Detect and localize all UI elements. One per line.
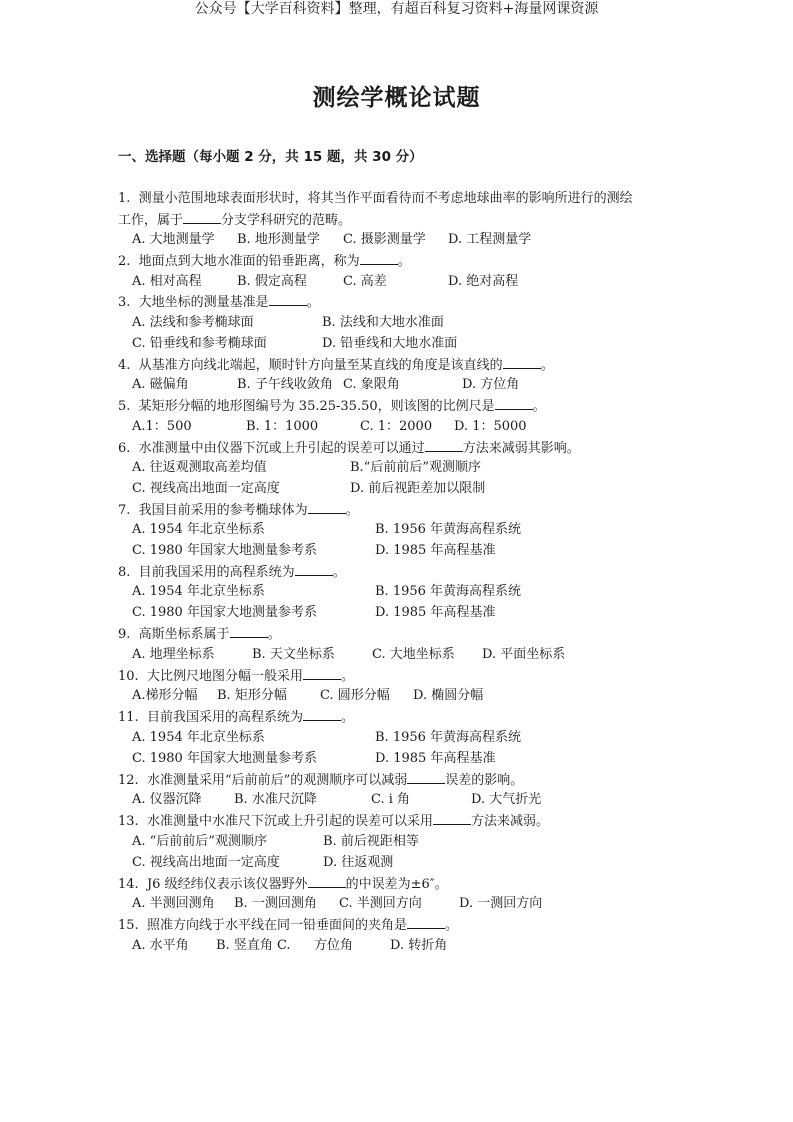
option-a: A. “后前前后”观测顺序 [132, 834, 267, 849]
option-c: C. 大地坐标系 [372, 647, 455, 662]
option-d: D. 1985 年高程基准 [375, 543, 496, 558]
option-c: C. 象限角 [343, 377, 400, 392]
question-6-stem [118, 439, 580, 458]
question-15-stem [118, 916, 458, 935]
question-text: 照准方向线于水平线在同一铅垂面间的夹角是 [146, 918, 407, 933]
question-text: 大地坐标的测量基准是 [138, 295, 269, 310]
answer-blank [503, 356, 541, 369]
question-text: 从基准方向线北端起，顺时针方向量至某直线的角度是该直线的 [138, 358, 503, 373]
answer-blank [433, 812, 471, 825]
question-number: 13. [118, 814, 139, 829]
question-text: 目前我国采用的高程系统为 [146, 710, 303, 725]
question-text: 方法来减弱其影响。 [462, 441, 580, 456]
option-d: D. 方位角 [462, 377, 520, 392]
question-text: 高斯坐标系属于 [138, 627, 230, 642]
question-text: 地面点到大地水准面的铅垂距离，称为 [138, 254, 360, 269]
question-text: 水准测量中水准尺下沉或上升引起的误差可以采用 [146, 814, 433, 829]
question-8-stem [118, 563, 346, 582]
question-11-stem [118, 708, 354, 727]
question-text: 。 [345, 503, 359, 518]
answer-blank [303, 667, 341, 680]
question-text: 水准测量中由仪器下沉或上升引起的误差可以通过 [138, 441, 425, 456]
option-a: A. 1954 年北京坐标系 [132, 522, 265, 537]
option-b: B. 水准尺沉降 [234, 792, 317, 807]
option-b: B. 1956 年黄海高程系统 [375, 522, 522, 537]
question-text: 方法来减弱。 [470, 814, 549, 829]
answer-blank [308, 501, 346, 514]
question-text: 。 [532, 399, 546, 414]
question-9-stem [118, 625, 281, 644]
question-number: 1. [118, 191, 131, 206]
option-b: B. 子午线收敛角 [237, 377, 333, 392]
question-number: 9. [118, 627, 131, 642]
question-text: 误差的影响。 [445, 773, 524, 788]
option-d: D. 转折角 [390, 938, 448, 953]
question-text: 。 [397, 254, 411, 269]
option-b: B. 假定高程 [237, 274, 307, 289]
option-c: C. 视线高出地面一定高度 [132, 481, 280, 496]
answer-blank [230, 625, 268, 638]
question-1-stem [118, 190, 633, 208]
answer-blank [360, 252, 398, 265]
question-1-stem-cont [118, 211, 351, 230]
option-a: A. 法线和参考椭球面 [132, 315, 254, 330]
option-b: B.“后前前后”观测顺序 [350, 460, 481, 475]
option-d: D. 椭圆分幅 [413, 688, 484, 703]
option-c: 方位角 [314, 938, 354, 953]
option-d: D. 1985 年高程基准 [375, 605, 496, 620]
option-b: B. 地形测量学 [237, 232, 320, 247]
answer-blank [183, 211, 221, 224]
question-number: 15. [118, 918, 139, 933]
answer-blank [407, 916, 445, 929]
option-b: B. 矩形分幅 [217, 688, 287, 703]
question-5-stem [118, 397, 546, 416]
option-c: C. 1980 年国家大地测量参考系 [132, 751, 317, 766]
question-text: 我国目前采用的参考椭球体为 [138, 503, 308, 518]
question-text: 。 [306, 295, 320, 310]
option-d: D. 1：5000 [454, 419, 527, 434]
option-a: A. 往返观测取高差均值 [132, 460, 267, 475]
question-number: 5. [118, 399, 131, 414]
answer-blank [495, 397, 533, 410]
option-b: B. 1956 年黄海高程系统 [375, 584, 522, 599]
question-text: 。 [340, 710, 354, 725]
option-c: C. 高差 [343, 274, 387, 289]
question-text: 测量小范围地球表面形状时，将其当作平面看待而不考虑地球曲率的影响所进行的测绘 [138, 191, 633, 206]
option-c: C. i 角 [371, 792, 411, 807]
question-number: 11. [118, 710, 139, 725]
answer-blank [269, 293, 307, 306]
option-d: D. 往返观测 [323, 855, 394, 870]
question-text: 的中误差为±6″。 [345, 877, 448, 892]
question-number: 4. [118, 358, 131, 373]
option-b: B. 一测回测角 [234, 896, 317, 911]
question-4-stem [118, 356, 554, 375]
question-text: 某矩形分幅的地形图编号为 35.25-35.50，则该图的比例尺是 [138, 399, 495, 414]
option-a: A. 半测回测角 [132, 896, 215, 911]
option-c: C. 半测回方向 [339, 896, 422, 911]
option-a: A. 大地测量学 [132, 232, 215, 247]
question-text: 。 [332, 565, 346, 580]
question-10-stem [118, 667, 354, 686]
question-text: J6 级经纬仪表示该仪器野外 [146, 877, 308, 892]
question-text: 目前我国采用的高程系统为 [138, 565, 295, 580]
watermark-header: 公众号【大学百科资料】整理，有超百科复习资料+海量网课资源 [194, 1, 599, 17]
option-d: D. 平面坐标系 [482, 647, 566, 662]
option-c: C. 1980 年国家大地测量参考系 [132, 543, 317, 558]
answer-blank [425, 439, 463, 452]
option-b: B. 竖直角 C. [216, 938, 291, 953]
option-c: C. 1：2000 [360, 419, 433, 434]
option-a: A. 1954 年北京坐标系 [132, 584, 265, 599]
option-a: A. 地理坐标系 [132, 647, 215, 662]
question-13-stem [118, 812, 549, 831]
question-text: 分支学科研究的范畴。 [221, 213, 352, 228]
option-c: C. 圆形分幅 [320, 688, 390, 703]
option-a: A.梯形分幅 [132, 688, 198, 703]
option-c: C. 1980 年国家大地测量参考系 [132, 605, 317, 620]
option-d: D. 绝对高程 [448, 274, 519, 289]
option-d: D. 前后视距差加以限制 [350, 481, 486, 496]
question-text: 工作，属于 [118, 213, 184, 228]
answer-blank [303, 708, 341, 721]
option-d: D. 大气折光 [471, 792, 542, 807]
question-12-stem [118, 771, 523, 790]
question-7-stem [118, 501, 359, 520]
question-text: 。 [540, 358, 554, 373]
option-c: C. 摄影测量学 [343, 232, 426, 247]
page-title: 测绘学概论试题 [312, 85, 481, 111]
option-c: C. 铅垂线和参考椭球面 [132, 336, 267, 351]
answer-blank [295, 563, 333, 576]
question-number: 12. [118, 773, 139, 788]
question-3-stem [118, 293, 320, 312]
option-a: A. 仪器沉降 [132, 792, 202, 807]
option-b: B. 1956 年黄海高程系统 [375, 730, 522, 745]
question-number: 7. [118, 503, 131, 518]
option-b: B. 天文坐标系 [252, 647, 335, 662]
option-a: A. 磁偏角 [132, 377, 189, 392]
question-text: 。 [267, 627, 281, 642]
question-2-stem [118, 252, 411, 271]
option-d: D. 工程测量学 [448, 232, 532, 247]
option-c: C. 视线高出地面一定高度 [132, 855, 280, 870]
answer-blank [407, 771, 445, 784]
question-number: 10. [118, 669, 139, 684]
option-b: B. 前后视距相等 [323, 834, 419, 849]
answer-blank [308, 875, 346, 888]
option-b: B. 法线和大地水准面 [322, 315, 444, 330]
question-14-stem [118, 875, 448, 894]
question-text: 大比例尺地图分幅一般采用 [146, 669, 303, 684]
option-d: D. 1985 年高程基准 [375, 751, 496, 766]
option-a: A. 水平角 [132, 938, 189, 953]
option-a: A.1：500 [132, 419, 192, 434]
option-b: B. 1：1000 [246, 419, 319, 434]
question-number: 8. [118, 565, 131, 580]
option-a: A. 1954 年北京坐标系 [132, 730, 265, 745]
option-d: D. 一测回方向 [459, 896, 543, 911]
option-d: D. 铅垂线和大地水准面 [322, 336, 458, 351]
option-a: A. 相对高程 [132, 274, 202, 289]
question-text: 。 [340, 669, 354, 684]
question-text: 水准测量采用“后前前后”的观测顺序可以减弱 [146, 773, 408, 788]
section-heading: 一、选择题（每小题 2 分，共 15 题，共 30 分） [118, 149, 423, 165]
question-number: 6. [118, 441, 131, 456]
question-text: 。 [444, 918, 458, 933]
question-number: 3. [118, 295, 131, 310]
question-number: 14. [118, 877, 139, 892]
question-number: 2. [118, 254, 131, 269]
